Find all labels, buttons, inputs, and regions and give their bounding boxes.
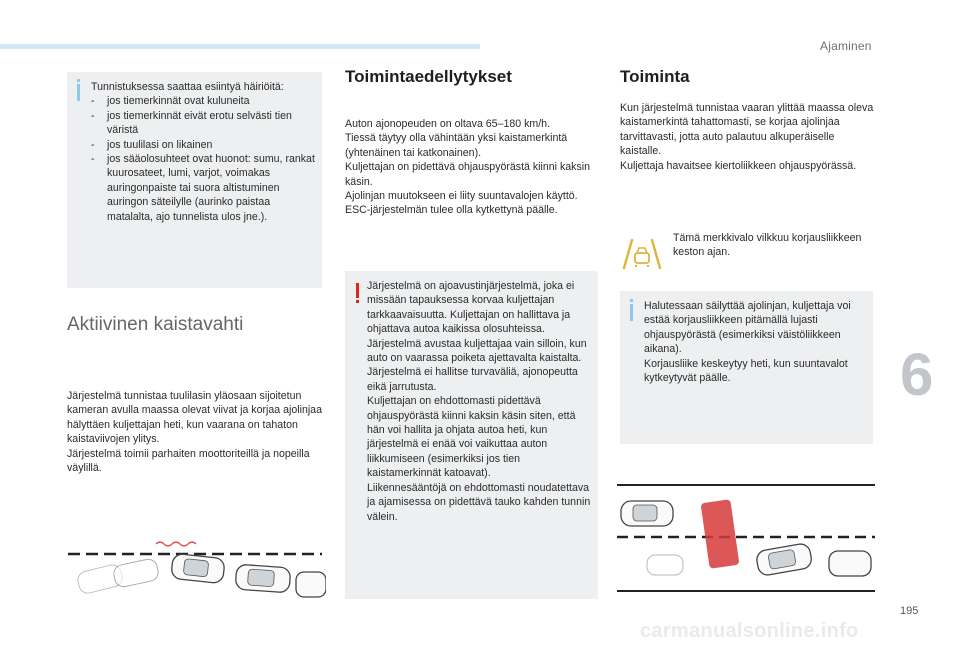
section-intro: [67, 389, 325, 475]
list-item: - jos tiemerkinnät ovat kuluneita: [91, 94, 317, 108]
operation-title: Toiminta: [620, 67, 690, 86]
chapter-number: 6: [900, 341, 934, 408]
conditions-title: Toimintaedellytykset: [345, 67, 512, 86]
interference-info-text: [91, 80, 317, 224]
paragraph: Kuljettaja havaitsee kiertoliikkeen ohjauspyörässä.: [620, 159, 857, 172]
list-item: - jos tuulilasi on likainen: [91, 138, 317, 152]
paragraph: Auton ajonopeuden on oltava 65–180 km/h.: [345, 118, 550, 130]
car: [171, 553, 225, 583]
warning-text: [367, 279, 596, 524]
interference-intro: Tunnistuksessa saattaa esiintyä häiriöitä:: [91, 81, 284, 93]
car: [296, 572, 326, 597]
page-number: 195: [900, 605, 919, 617]
list-item: - jos sääolosuhteet ovat huonot: sumu, rankat kuurosateet, lumi, varjot, voimakas auringonpaiste tai suora altistuminen auringon säteilylle (aurinko paistaa matalalta, ajo tunnelista ulos jne.).: [91, 152, 317, 224]
conditions-text: [345, 117, 599, 218]
paragraph: Kuljettajan on ehdottomasti pidettävä ohjauspyörästä kiinni kaksin käsin siten, että hän voi hallita ja ohjata autoa heti, kun järjestelmä ei enää voi vaikuttaa auton liikkumiseen (esimerkiksi jos tien kaistamerkinnät katoavat).: [367, 395, 576, 480]
watermark: carmanualsonline.info: [640, 620, 859, 642]
lane-correction-illustration: [617, 483, 877, 593]
car: [235, 564, 291, 593]
alert-wave: [156, 542, 196, 546]
info-icon: [77, 84, 80, 101]
ghost-car: [647, 555, 683, 575]
ghost-car: [112, 558, 160, 589]
paragraph: Liikennesääntöjä on ehdottomasti noudatettava ja ajamisessa on pidettävä tauko kahden tunnin välein.: [367, 481, 591, 523]
paragraph: Ajolinjan muutokseen ei liity suuntavalojen käyttö.: [345, 190, 578, 203]
correction-zone: [701, 499, 740, 569]
override-info-text: [644, 299, 870, 385]
paragraph: Kun järjestelmä tunnistaa vaaran ylittää maassa oleva kaistamerkintä tahattomasti, se korjaa ajolinjaa tarvittavasti, jotta auto palautuu alkuperäiselle kaistalle.: [620, 102, 874, 158]
paragraph: Tiessä täytyy olla vähintään yksi kaistamerkintä (yhtenäinen tai katkonainen).: [345, 132, 568, 159]
operation-text: [620, 101, 876, 173]
warning-box: [345, 271, 598, 599]
lane-keeping-indicator-icon: [622, 237, 662, 271]
paragraph: Järjestelmä toimii parhaiten moottoriteillä ja nopeilla väylillä.: [67, 447, 310, 475]
car: [829, 551, 871, 576]
override-info-box: [620, 291, 873, 444]
paragraph: Järjestelmä tunnistaa tuulilasin yläosaan sijoitetun kameran avulla maassa olevat viivat ja korjaa ajolinjaa hälyttäen kuljettajan heti, kun vaarana on tahaton kaistaviivojen ylitys.: [67, 390, 322, 446]
paragraph: Kuljettajan on pidettävä ohjauspyörästä kiinni kaksin käsin.: [345, 161, 590, 188]
car: [621, 501, 673, 526]
car: [755, 542, 813, 576]
paragraph: Järjestelmä on ajoavustinjärjestelmä, joka ei missään tapauksessa korvaa kuljettajan tarkkaavaisuutta. Kuljettajan on hallittava ja ohjattava autoa kaikissa olosuhteissa.: [367, 280, 575, 336]
interference-info-box: [67, 72, 322, 288]
header-accent-bar: [0, 44, 480, 49]
lane-keeping-illustration: [64, 528, 326, 608]
list-item: - jos tiemerkinnät eivät erotu selvästi tien väristä: [91, 109, 317, 138]
paragraph: ESC-järjestelmän tulee olla kytkettynä päälle.: [345, 204, 558, 217]
warning-icon: [356, 283, 359, 298]
indicator-description: Tämä merkkivalo vilkkuu korjausliikkeen keston ajan.: [673, 232, 862, 259]
info-icon: [630, 304, 633, 321]
paragraph: Halutessaan säilyttää ajolinjan, kuljettaja voi estää korjausliikkeen pitämällä lujasti ohjauspyörästä (esimerkiksi väistöliikkeen aikana).: [644, 300, 851, 356]
section-title: Aktiivinen kaistavahti: [67, 314, 244, 335]
paragraph: Järjestelmä avustaa kuljettajaa vain silloin, kun auto on vaarassa poiketa ajettavalta kaistalta. Järjestelmä ei hallitse turvaväliä, ajonopeutta eikä jarrutusta.: [367, 337, 587, 393]
interference-list: [91, 94, 317, 224]
chapter-name: Ajaminen: [820, 39, 872, 53]
paragraph: Korjausliike keskeytyy heti, kun suuntavalot kytkeytyvät päälle.: [644, 357, 848, 385]
